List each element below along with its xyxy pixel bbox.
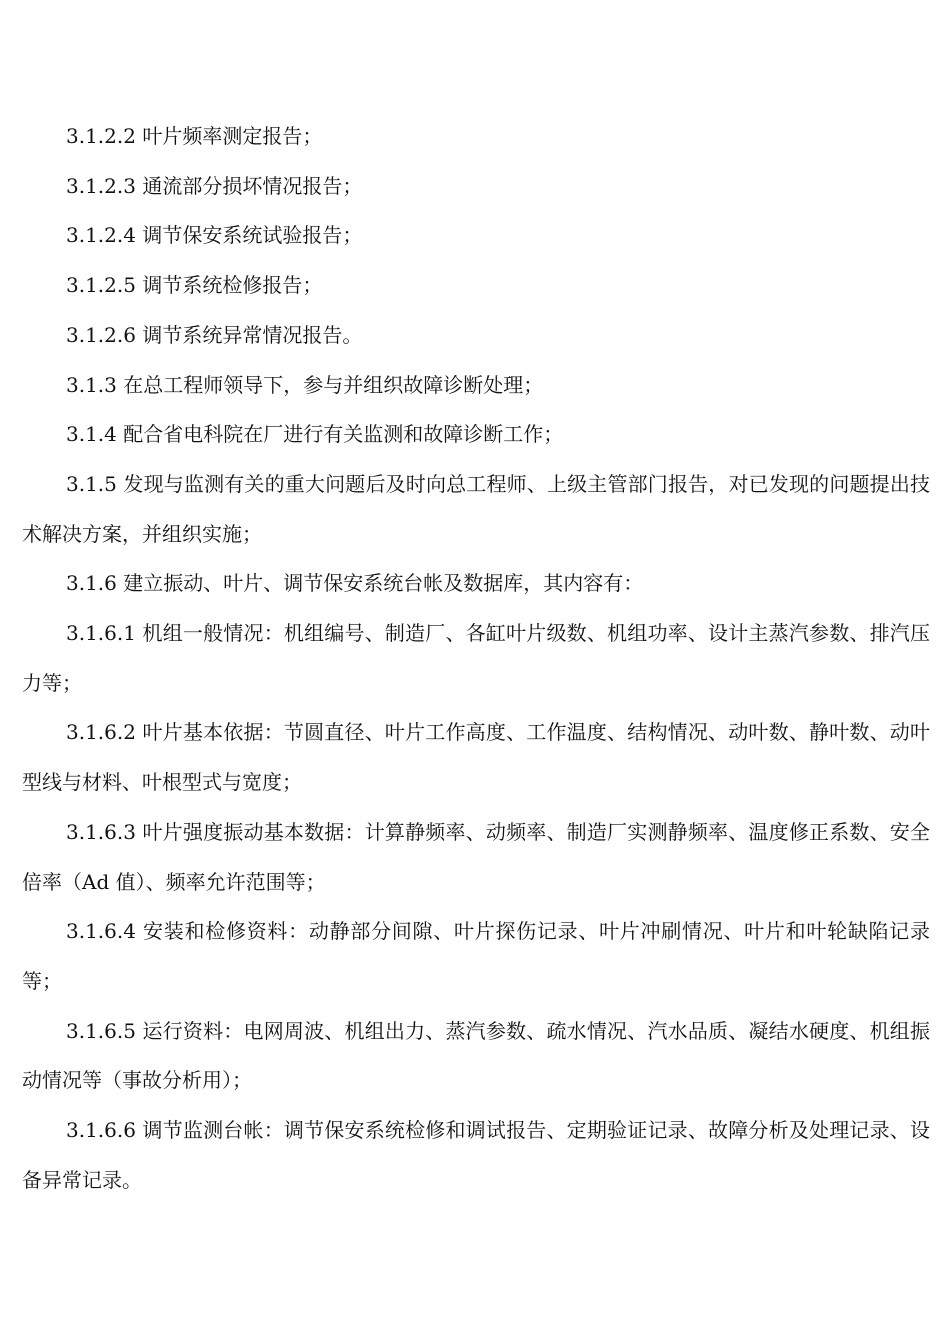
paragraph-3-1-2-6: 3.1.2.6 调节系统异常情况报告。 [66,322,363,347]
paragraph-3-1-4: 3.1.4 配合省电科院在厂进行有关监测和故障诊断工作； [66,422,564,447]
paragraph-3-1-6-4: 3.1.6.4 安装和检修资料：动静部分间隙、叶片探伤记录、叶片冲刷情况、叶片和叶轮缺陷记录等； [22,919,930,993]
paragraph-3-1-6-6: 3.1.6.6 调节监测台帐：调节保安系统检修和调试报告、定期验证记录、故障分析及处理记录、设备异常记录。 [22,1118,930,1192]
paragraph-3-1-6-2: 3.1.6.2 叶片基本依据：节圆直径、叶片工作高度、工作温度、结构情况、动叶数、静叶数、动叶型线与材料、叶根型式与宽度； [22,720,930,795]
paragraph-3-1-2-2: 3.1.2.2 叶片频率测定报告； [66,124,323,148]
document-body [22,112,930,1205]
paragraph-3-1-6: 3.1.6 建立振动、叶片、调节保安系统台帐及数据库，其内容有： [66,571,644,596]
paragraph-3-1-5: 3.1.5 发现与监测有关的重大问题后及时向总工程师、上级主管部门报告，对已发现的问题提出技术解决方案，并组织实施； [22,471,930,546]
paragraph-3-1-2-5: 3.1.2.5 调节系统检修报告； [66,273,323,298]
paragraph-3-1-3: 3.1.3 在总工程师领导下，参与并组织故障诊断处理； [66,372,544,397]
paragraph-3-1-6-5: 3.1.6.5 运行资料：电网周波、机组出力、蒸汽参数、疏水情况、汽水品质、凝结水硬度、机组振动情况等（事故分析用）； [22,1018,930,1093]
paragraph-3-1-6-1: 3.1.6.1 机组一般情况：机组编号、制造厂、各缸叶片级数、机组功率、设计主蒸汽参数、排汽压力等； [22,621,930,695]
paragraph-3-1-6-3: 3.1.6.3 叶片强度振动基本数据：计算静频率、动频率、制造厂实测静频率、温度修正系数、安全倍率（Ad 值）、频率允许范围等； [22,819,930,894]
paragraph-3-1-2-4: 3.1.2.4 调节保安系统试验报告； [66,223,363,248]
paragraph-3-1-2-3: 3.1.2.3 通流部分损坏情况报告； [66,173,363,198]
